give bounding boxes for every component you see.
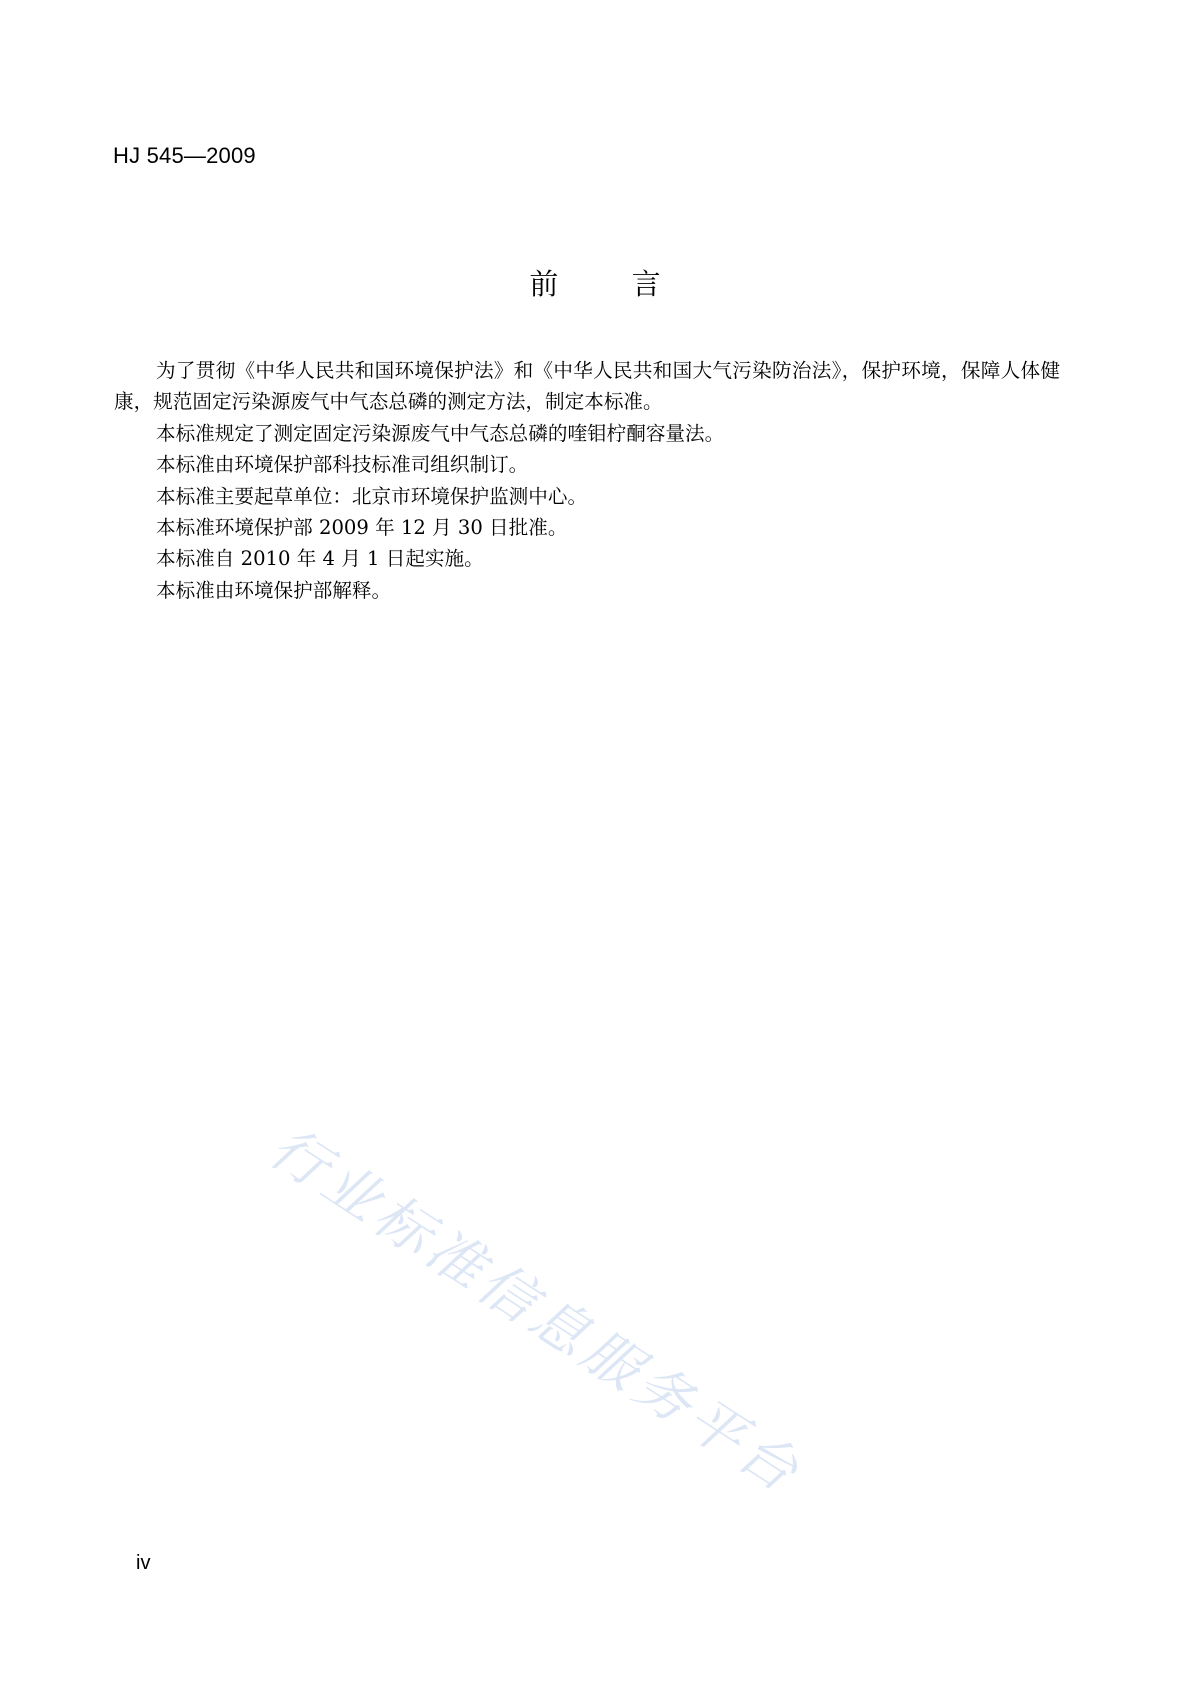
page-number: iv — [136, 1552, 151, 1574]
paragraph-purpose: 为了贯彻《中华人民共和国环境保护法》和《中华人民共和国大气污染防治法》，保护环境，保障人体健康，规范固定污染源废气中气态总磷的测定方法，制定本标准。 — [114, 359, 1060, 414]
standard-code-header: HJ 545—2009 — [113, 143, 256, 168]
foreword-body — [114, 355, 1060, 606]
paragraph-organizer: 本标准由环境保护部科技标准司组织制订。 — [156, 453, 529, 477]
paragraph-effective-date: 本标准自 2010 年 4 月 1 日起实施。 — [156, 547, 484, 571]
page-title: 前 言 — [529, 267, 693, 301]
paragraph-interpretation: 本标准由环境保护部解释。 — [156, 578, 392, 602]
paragraph-scope: 本标准规定了测定固定污染源废气中气态总磷的喹钼柠酮容量法。 — [156, 421, 725, 445]
paragraph-approval: 本标准环境保护部 2009 年 12 月 30 日批准。 — [156, 516, 568, 540]
watermark-text: 行业标准信息服务平台 — [258, 1115, 814, 1508]
paragraph-drafting-unit: 本标准主要起草单位：北京市环境保护监测中心。 — [156, 484, 588, 508]
